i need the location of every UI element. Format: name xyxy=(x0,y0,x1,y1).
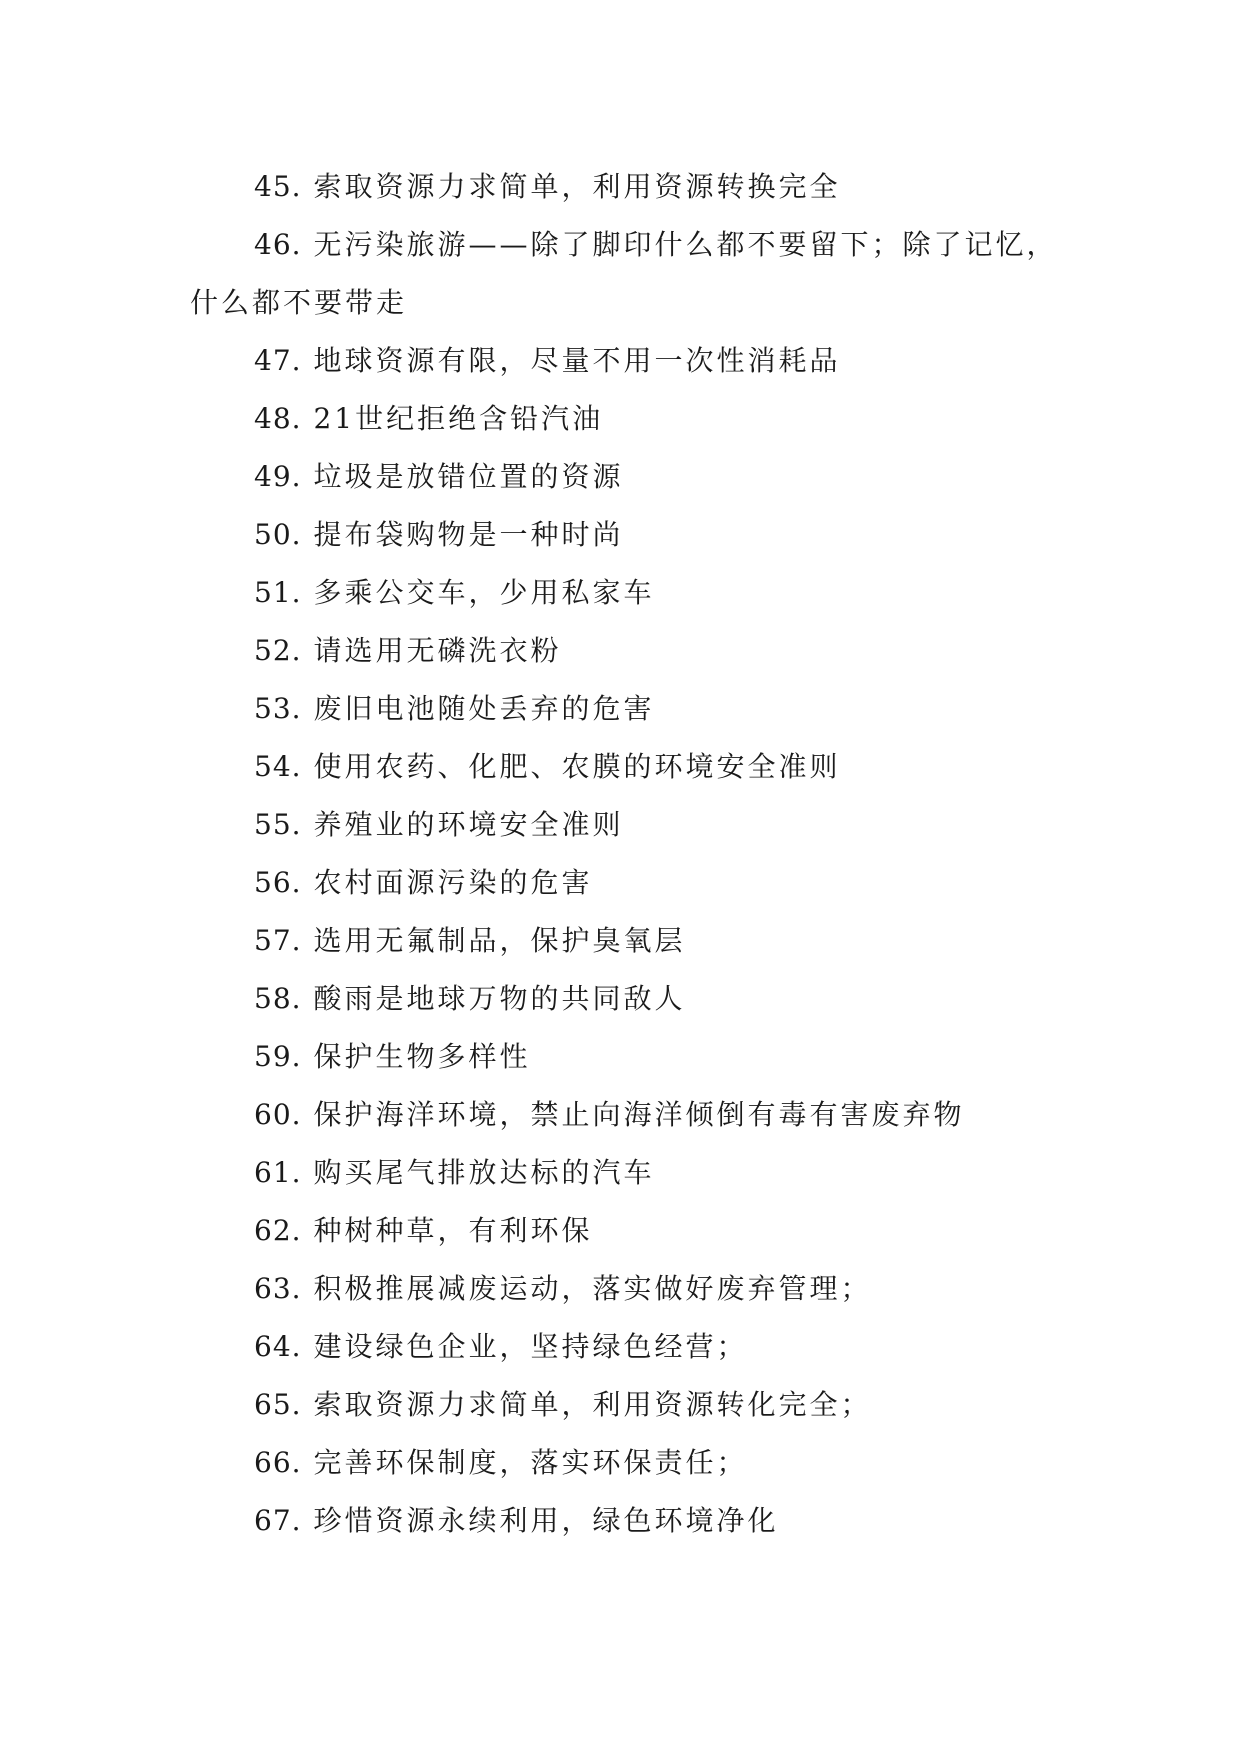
item-text: 废旧电池随处丢弃的危害 xyxy=(313,692,655,725)
item-text: 索取资源力求简单，利用资源转换完全 xyxy=(313,170,841,203)
item-text: 完善环保制度，落实环保责任； xyxy=(313,1446,748,1479)
list-item xyxy=(190,1492,1060,1550)
item-text: 养殖业的环境安全准则 xyxy=(313,808,624,841)
item-text: 提布袋购物是一种时尚 xyxy=(313,518,624,551)
list-item xyxy=(190,1028,1060,1086)
item-number: 47. xyxy=(254,344,302,377)
item-number: 58. xyxy=(254,982,302,1015)
list-item xyxy=(190,1434,1060,1492)
item-number: 56. xyxy=(254,866,302,899)
item-text: 地球资源有限，尽量不用一次性消耗品 xyxy=(313,344,841,377)
item-number: 55. xyxy=(254,808,302,841)
item-text: 使用农药、化肥、农膜的环境安全准则 xyxy=(313,750,841,783)
list-item xyxy=(190,1376,1060,1434)
item-number: 64. xyxy=(254,1330,302,1363)
item-text: 无污染旅游——除了脚印什么都不要留下；除了记忆，什么都不要带走 xyxy=(190,228,1058,319)
item-number: 51. xyxy=(254,576,302,609)
item-text: 积极推展减废运动，落实做好废弃管理； xyxy=(313,1272,872,1305)
item-text: 保护海洋环境，禁止向海洋倾倒有毒有害废弃物 xyxy=(313,1098,965,1131)
list-item xyxy=(190,216,1060,332)
list-item xyxy=(190,854,1060,912)
list-item xyxy=(190,332,1060,390)
item-text: 建设绿色企业，坚持绿色经营； xyxy=(313,1330,748,1363)
item-text: 保护生物多样性 xyxy=(313,1040,531,1073)
item-number: 52. xyxy=(254,634,302,667)
item-number: 53. xyxy=(254,692,302,725)
item-number: 62. xyxy=(254,1214,302,1247)
list-item xyxy=(190,912,1060,970)
item-number: 49. xyxy=(254,460,302,493)
list-item xyxy=(190,1144,1060,1202)
list-item xyxy=(190,738,1060,796)
list-item xyxy=(190,970,1060,1028)
item-number: 46. xyxy=(254,228,302,261)
item-number: 60. xyxy=(254,1098,302,1131)
item-number: 50. xyxy=(254,518,302,551)
list-item xyxy=(190,390,1060,448)
item-text: 请选用无磷洗衣粉 xyxy=(313,634,562,667)
item-text: 酸雨是地球万物的共同敌人 xyxy=(313,982,686,1015)
item-number: 48. xyxy=(254,402,302,435)
list-item xyxy=(190,158,1060,216)
item-number: 54. xyxy=(254,750,302,783)
item-text: 垃圾是放错位置的资源 xyxy=(313,460,624,493)
item-number: 65. xyxy=(254,1388,302,1421)
item-number: 61. xyxy=(254,1156,302,1189)
list-item xyxy=(190,448,1060,506)
item-text: 种树种草，有利环保 xyxy=(313,1214,593,1247)
item-number: 67. xyxy=(254,1504,302,1537)
item-number: 45. xyxy=(254,170,302,203)
item-text: 21世纪拒绝含铅汽油 xyxy=(313,402,604,435)
item-number: 66. xyxy=(254,1446,302,1479)
list-item xyxy=(190,622,1060,680)
slogan-list xyxy=(190,158,1060,1550)
list-item xyxy=(190,1260,1060,1318)
list-item xyxy=(190,1086,1060,1144)
item-text: 索取资源力求简单，利用资源转化完全； xyxy=(313,1388,872,1421)
list-item xyxy=(190,506,1060,564)
item-number: 57. xyxy=(254,924,302,957)
list-item xyxy=(190,680,1060,738)
list-item xyxy=(190,1318,1060,1376)
item-text: 农村面源污染的危害 xyxy=(313,866,593,899)
list-item xyxy=(190,564,1060,622)
item-text: 购买尾气排放达标的汽车 xyxy=(313,1156,655,1189)
item-text: 选用无氟制品，保护臭氧层 xyxy=(313,924,686,957)
list-item xyxy=(190,1202,1060,1260)
item-number: 63. xyxy=(254,1272,302,1305)
item-text: 珍惜资源永续利用，绿色环境净化 xyxy=(313,1504,779,1537)
item-text: 多乘公交车，少用私家车 xyxy=(313,576,655,609)
item-number: 59. xyxy=(254,1040,302,1073)
list-item xyxy=(190,796,1060,854)
